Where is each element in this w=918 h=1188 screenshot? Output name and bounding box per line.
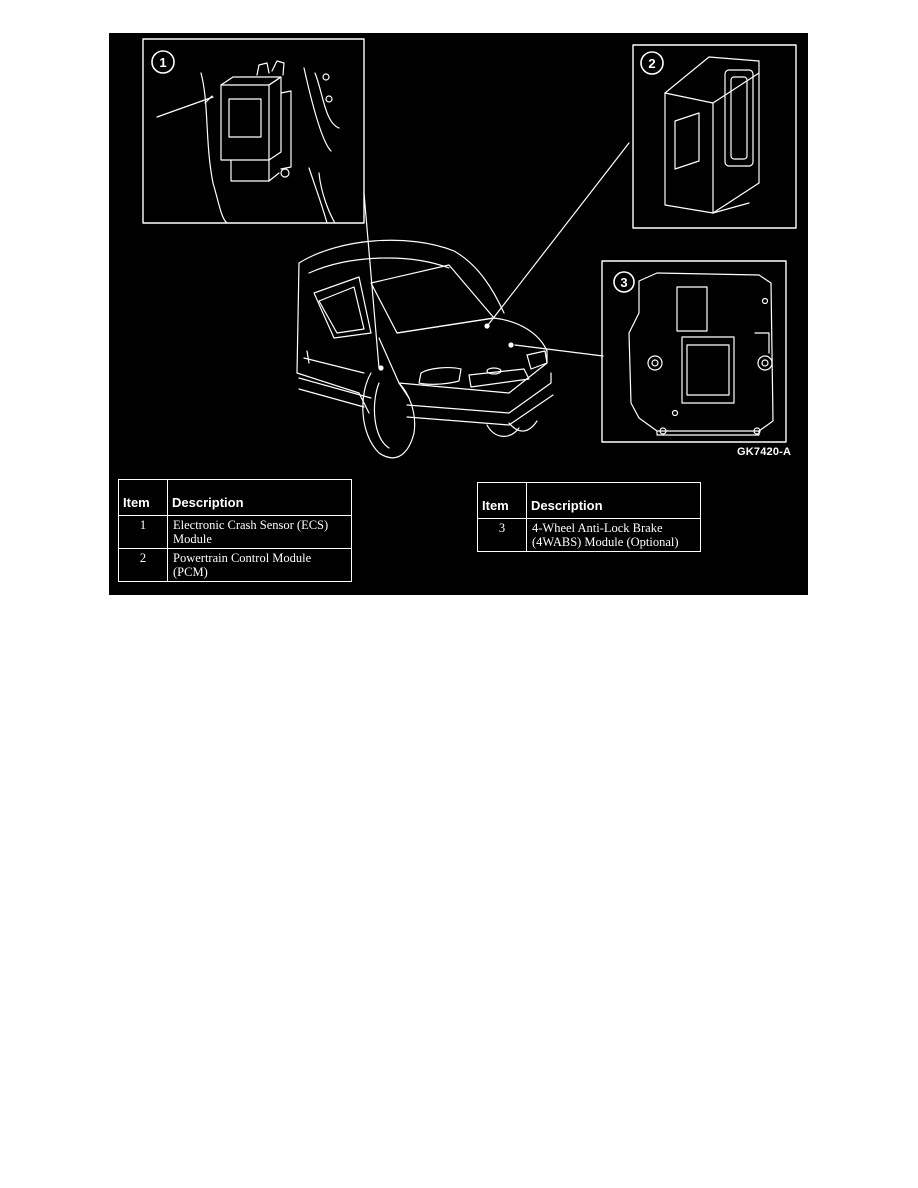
description-header: Description bbox=[527, 483, 701, 519]
figure-code: GK7420-A bbox=[737, 446, 792, 458]
van-illustration bbox=[297, 240, 553, 458]
inset-ecs-module bbox=[143, 39, 364, 223]
inset-4wabs-module bbox=[602, 261, 786, 442]
table-row bbox=[119, 516, 352, 549]
table-row bbox=[119, 549, 352, 582]
item-header: Item bbox=[478, 483, 527, 519]
table-row bbox=[478, 519, 701, 552]
description-header: Description bbox=[168, 480, 352, 516]
item-number: 3 bbox=[478, 519, 527, 552]
leader-lines bbox=[364, 143, 629, 368]
item-description: Powertrain Control Module (PCM) bbox=[168, 549, 352, 582]
callout-1: 1 bbox=[159, 55, 167, 70]
table-header-row bbox=[478, 483, 701, 519]
callout-2: 2 bbox=[648, 56, 656, 71]
module-location-figure bbox=[109, 33, 808, 595]
callout-3: 3 bbox=[620, 275, 628, 290]
item-description: Electronic Crash Sensor (ECS) Module bbox=[168, 516, 352, 549]
legend-table-right bbox=[477, 482, 701, 552]
table-header-row bbox=[119, 480, 352, 516]
legend-table-left bbox=[118, 479, 352, 582]
item-header: Item bbox=[119, 480, 168, 516]
item-number: 1 bbox=[119, 516, 168, 549]
item-number: 2 bbox=[119, 549, 168, 582]
inset-pcm-module bbox=[633, 45, 796, 228]
item-description: 4-Wheel Anti-Lock Brake (4WABS) Module (Optional) bbox=[527, 519, 701, 552]
